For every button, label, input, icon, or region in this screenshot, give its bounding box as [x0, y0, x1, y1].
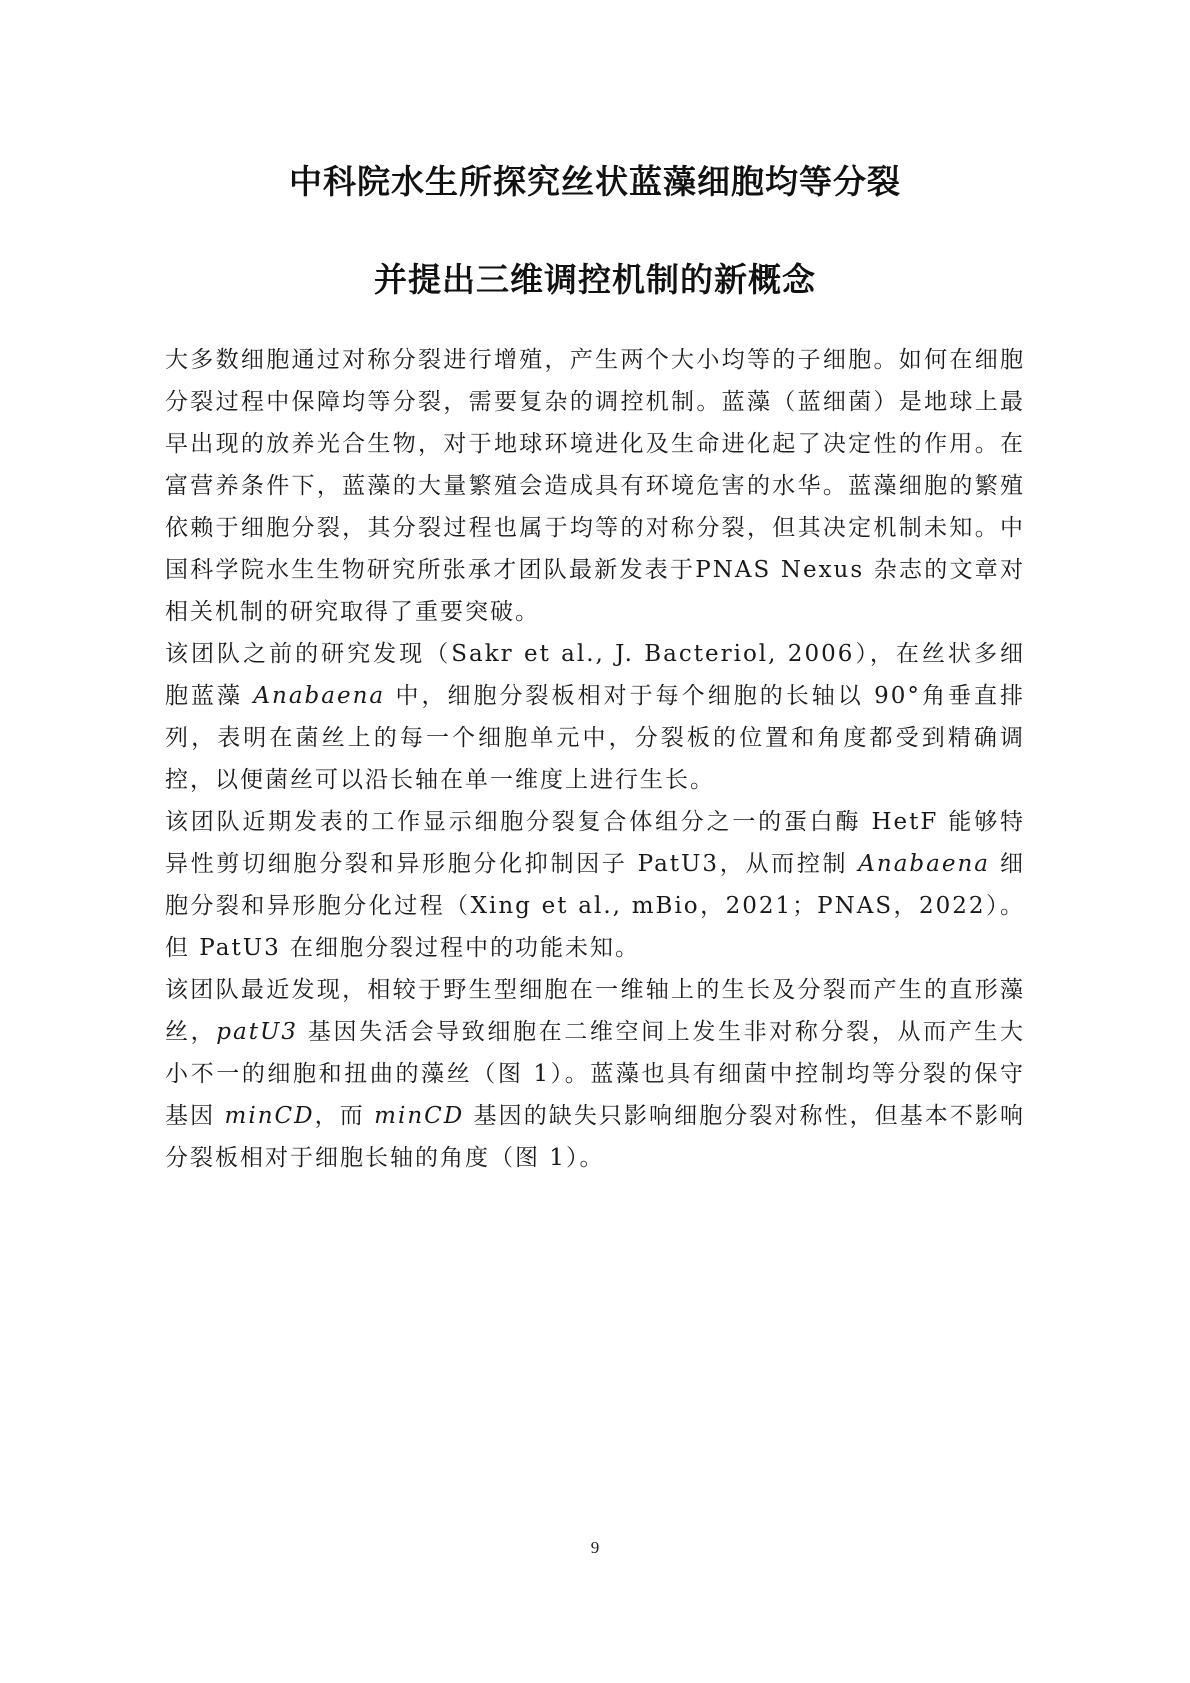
species-name-italic: Anabaena [858, 851, 990, 877]
gene-name-italic: minCD [224, 1103, 315, 1129]
paragraph-4-text-d: 基因的缺失只影响细胞分裂对称性，但基本不影响分裂板相对于细胞长轴的角度（图 1）。 [165, 1103, 1026, 1171]
title-line-1: 中科院水生所探究丝状蓝藻细胞均等分裂 [289, 162, 901, 201]
paragraph-3-text-a: 该团队近期发表的工作显示细胞分裂复合体组分之一的蛋白酶 HetF 能够特异性剪切细胞分裂和异形胞分化抑制因子 PatU3，从而控制 [165, 809, 1025, 877]
paragraph-3 [165, 801, 1025, 969]
gene-name-italic: patU3 [216, 1019, 298, 1045]
gene-name-italic: minCD [374, 1103, 465, 1129]
title-line-2: 并提出三维调控机制的新概念 [374, 260, 816, 299]
paragraph-4-text-c: ，而 [314, 1103, 375, 1129]
paragraph-2-text-a: 该团队之前的研究发现（Sakr et al., J. Bacteriol, 2006），在丝状多细胞蓝藻 [165, 641, 1025, 709]
paragraph-1: 大多数细胞通过对称分裂进行增殖，产生两个大小均等的子细胞。如何在细胞分裂过程中保障均等分裂，需要复杂的调控机制。蓝藻（蓝细菌）是地球上最早出现的放养光合生物，对于地球环境进化及生命进化起了决定性的作用。在富营养条件下，蓝藻的大量繁殖会造成具有环境危害的水华。蓝藻细胞的繁殖依赖于细胞分裂，其分裂过程也属于均等的对称分裂，但其决定机制未知。中国科学院水生生物研究所张承才团队最新发表于PNAS Nexus 杂志的文章对相关机制的研究取得了重要突破。 [165, 347, 1025, 625]
paragraph-4-text-a: 该团队最近发现，相较于野生型细胞在一维轴上的生长及分裂而产生的直形藻丝， [165, 977, 1025, 1045]
paragraph-2-text-b: 中，细胞分裂板相对于每个细胞的长轴以 90°角垂直排列，表明在菌丝上的每一个细胞单元中，分裂板的位置和角度都受到精确调控，以便菌丝可以沿长轴在单一维度上进行生长。 [165, 683, 1026, 793]
paragraph-4-text-b: 基因失活会导致细胞在二维空间上发生非对称分裂，从而产生大小不一的细胞和扭曲的藻丝（图 1）。蓝藻也具有细菌中控制均等分裂的保守基因 [165, 1019, 1025, 1129]
article-body [165, 339, 1025, 1179]
paragraph-3-text-b: 细胞分裂和异形胞分化过程（Xing et al., mBio，2021；PNAS，2022）。但 PatU3 在细胞分裂过程中的功能未知。 [165, 851, 1025, 961]
page-number: 9 [590, 1538, 600, 1557]
paragraph-4 [165, 969, 1025, 1179]
paragraph-2 [165, 633, 1025, 801]
species-name-italic: Anabaena [253, 683, 386, 709]
